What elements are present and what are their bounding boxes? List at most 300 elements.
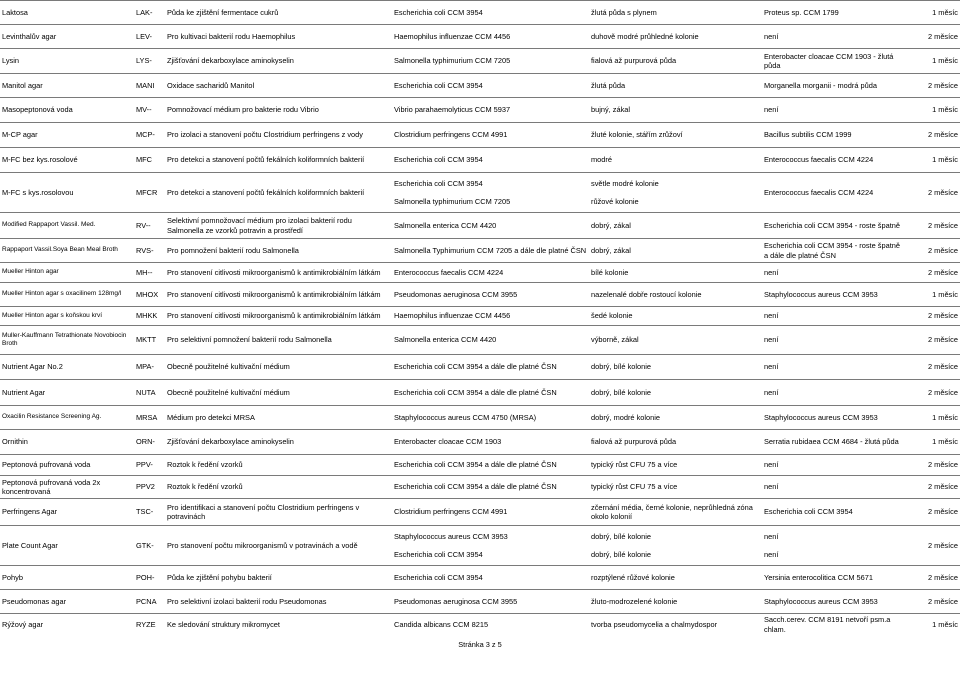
positive-result-cell: [589, 614, 762, 636]
shelf-life-cell: [902, 455, 960, 476]
positive-result-text: žluto-modrozelené kolonie: [591, 596, 678, 606]
shelf-life-cell: [902, 25, 960, 49]
table-row: [0, 148, 960, 173]
negative-control-cell: [762, 355, 902, 380]
medium-purpose-cell: [165, 148, 392, 173]
control-strain-cell: [392, 239, 589, 263]
positive-result-cell: [589, 213, 762, 239]
positive-result-cell: [589, 49, 762, 74]
negative-control-text: Serratia rubidaea CCM 4684 - žlutá půda: [764, 437, 899, 447]
medium-code-cell: [134, 98, 165, 123]
positive-result-cell: [589, 499, 762, 526]
shelf-life-text: 2 měsíce: [928, 31, 958, 41]
shelf-life-cell: [902, 74, 960, 98]
medium-purpose-cell: [165, 380, 392, 406]
shelf-life-cell: [902, 123, 960, 148]
negative-control-text: není: [764, 482, 779, 492]
positive-result-text: tvorba pseudomycelia a chalmydospor: [591, 620, 718, 629]
negative-control-text: Proteus sp. CCM 1799: [764, 7, 839, 17]
shelf-life-cell: [902, 326, 960, 355]
medium-code-cell: [134, 239, 165, 263]
negative-control-text: Yersinia enterocolitica CCM 5671: [764, 572, 874, 582]
medium-purpose-cell: [165, 406, 392, 430]
medium-name-text: Laktosa: [2, 7, 28, 17]
medium-code-cell: [134, 380, 165, 406]
control-strain-text: Escherichia coli CCM 3954: [394, 80, 483, 90]
medium-code-text: RVS-: [136, 245, 154, 255]
medium-name-text: Muller-Kauffmann Tetrathionate Novobiocin Broth: [2, 331, 127, 347]
medium-purpose-text: Půda ke zjištění fermentace cukrů: [167, 7, 279, 17]
negative-control-cell: [762, 263, 902, 283]
medium-purpose-cell: [165, 614, 392, 636]
medium-name-text: Masopeptonová voda: [2, 105, 73, 115]
shelf-life-cell: [902, 566, 960, 590]
control-strain-text: Candida albicans CCM 8215: [394, 620, 489, 629]
medium-name-cell: [0, 148, 134, 173]
medium-purpose-cell: [165, 49, 392, 74]
shelf-life-text: 2 měsíce: [928, 130, 958, 140]
control-strain-cell: [392, 499, 589, 526]
table-row: [0, 355, 960, 380]
negative-control-cell: [762, 455, 902, 476]
medium-name-text: Levinthalův agar: [2, 31, 57, 41]
negative-control-cell: [762, 49, 902, 74]
table-row: [0, 283, 960, 307]
control-strain-cell: [392, 326, 589, 355]
negative-control-cell: [762, 213, 902, 239]
control-strain-cell: [392, 74, 589, 98]
medium-name-text: Mueller Hinton agar s koňskou krví: [2, 311, 103, 319]
medium-name-text: Manitol agar: [2, 80, 43, 90]
positive-result-text: dobrý, bílé kolonie: [591, 387, 651, 397]
medium-purpose-cell: [165, 526, 392, 566]
positive-result-cell: [589, 74, 762, 98]
positive-result-cell: [589, 355, 762, 380]
medium-purpose-cell: [165, 1, 392, 25]
negative-control-text: Enterobacter cloacae CCM 1903 - žlutá půda: [764, 51, 894, 70]
shelf-life-cell: [902, 98, 960, 123]
control-strain-text: Enterococcus faecalis CCM 4224: [394, 267, 504, 277]
medium-code-text: GTK-: [136, 540, 154, 550]
positive-result-cell: [589, 566, 762, 590]
positive-result-text: světle modré kolonie: [591, 179, 659, 188]
negative-control-cell: [762, 307, 902, 326]
shelf-life-cell: [902, 213, 960, 239]
medium-name-text: M-FC bez kys.rosolové: [2, 155, 78, 165]
negative-control-cell: [762, 283, 902, 307]
medium-purpose-text: Pro selektivní izolaci bakterií rodu Pseudomonas: [167, 596, 327, 606]
medium-name-text: Perfringens Agar: [2, 507, 58, 517]
table-row: [0, 173, 960, 213]
control-strain-text: Escherichia coli CCM 3954 a dále dle platné ČSN: [394, 362, 557, 372]
medium-purpose-cell: [165, 326, 392, 355]
table-body: [0, 1, 960, 636]
positive-result-text: žluté kolonie, stářím zrůžoví: [591, 130, 683, 140]
medium-code-cell: [134, 566, 165, 590]
medium-name-cell: [0, 173, 134, 213]
medium-code-text: MFCR: [136, 187, 158, 197]
positive-result-text: žlutá půda: [591, 80, 626, 90]
shelf-life-text: 2 měsíce: [928, 80, 958, 90]
positive-result-cell: [589, 430, 762, 455]
control-strain-text: Escherichia coli CCM 3954 a dále dle platné ČSN: [394, 482, 557, 492]
table-row: [0, 49, 960, 74]
medium-code-text: TSC-: [136, 507, 154, 517]
medium-purpose-text: Pro pomnožení bakterií rodu Salmonella: [167, 245, 299, 255]
shelf-life-cell: [902, 499, 960, 526]
medium-purpose-cell: [165, 74, 392, 98]
positive-result-cell: [589, 406, 762, 430]
negative-control-text: Staphylococcus aureus CCM 3953: [764, 289, 878, 299]
medium-purpose-text: Ke sledování struktury mikromycet: [167, 620, 280, 629]
control-strain-cell: [392, 566, 589, 590]
shelf-life-text: 2 měsíce: [928, 335, 958, 345]
shelf-life-cell: [902, 380, 960, 406]
medium-purpose-text: Pro stanovení citlivosti mikroorganismů k antimikrobiálním látkám: [167, 311, 381, 321]
medium-code-cell: [134, 283, 165, 307]
table-row: [0, 406, 960, 430]
medium-code-cell: [134, 148, 165, 173]
medium-purpose-text: Obecně použitelné kultivační médium: [167, 362, 290, 372]
table-row: [0, 380, 960, 406]
shelf-life-cell: [902, 49, 960, 74]
medium-purpose-text: Roztok k ředění vzorků: [167, 482, 243, 492]
shelf-life-cell: [902, 239, 960, 263]
medium-code-text: LEV-: [136, 31, 153, 41]
shelf-life-text: 1 měsíc: [932, 620, 958, 629]
shelf-life-cell: [902, 283, 960, 307]
control-strain-text: Escherichia coli CCM 3954: [394, 572, 483, 582]
medium-purpose-cell: [165, 239, 392, 263]
shelf-life-cell: [902, 614, 960, 636]
positive-result-text: typický růst CFU 75 a více: [591, 482, 678, 492]
control-strain-text: Haemophilus influenzae CCM 4456: [394, 311, 511, 321]
positive-result-cell: [589, 25, 762, 49]
medium-code-text: LYS-: [136, 56, 152, 66]
table-row: [0, 430, 960, 455]
positive-result-cell: [589, 476, 762, 499]
control-strain-cell: [392, 49, 589, 74]
negative-control-text: není: [764, 362, 779, 372]
control-strain-cell: [392, 98, 589, 123]
medium-name-cell: [0, 49, 134, 74]
medium-code-cell: [134, 123, 165, 148]
medium-code-text: MRSA: [136, 412, 158, 422]
medium-purpose-text: Roztok k ředění vzorků: [167, 460, 243, 470]
medium-name-text: Plate Count Agar: [2, 540, 58, 550]
control-strain-cell: [392, 590, 589, 614]
positive-result-text: šedé kolonie: [591, 311, 633, 321]
medium-name-cell: [0, 98, 134, 123]
positive-result-cell: [589, 148, 762, 173]
medium-purpose-cell: [165, 98, 392, 123]
medium-code-cell: [134, 326, 165, 355]
medium-purpose-cell: [165, 455, 392, 476]
positive-result-text: růžové kolonie: [591, 196, 639, 206]
medium-name-text: Peptonová pufrovaná voda 2x koncentrovaná: [2, 477, 101, 496]
medium-code-text: RV--: [136, 220, 151, 230]
negative-control-text: Sacch.cerev. CCM 8191 netvoří psm.a chlam.: [764, 615, 891, 634]
positive-result-cell: [589, 526, 762, 566]
medium-purpose-cell: [165, 263, 392, 283]
negative-control-text: Escherichia coli CCM 3954: [764, 507, 853, 517]
shelf-life-text: 1 měsíc: [932, 437, 958, 447]
medium-purpose-text: Pro kultivaci bakterií rodu Haemophilus: [167, 31, 296, 41]
negative-control-cell: [762, 326, 902, 355]
table-row: [0, 25, 960, 49]
control-strain-text: Clostridium perfringens CCM 4991: [394, 130, 508, 140]
medium-purpose-text: Zjišťování dekarboxylace aminokyselin: [167, 437, 294, 447]
medium-code-text: MV--: [136, 105, 152, 115]
medium-code-text: MPA-: [136, 362, 154, 372]
medium-code-text: MH--: [136, 267, 153, 277]
control-strain-cell: [392, 307, 589, 326]
positive-result-cell: [589, 123, 762, 148]
medium-purpose-cell: [165, 213, 392, 239]
shelf-life-text: 1 měsíc: [932, 412, 958, 422]
control-strain-text: Salmonella typhimurium CCM 7205: [394, 56, 511, 66]
control-strain-cell: [392, 355, 589, 380]
control-strain-text: Salmonella typhimurium CCM 7205: [394, 196, 511, 206]
table-row: [0, 566, 960, 590]
negative-control-cell: [762, 430, 902, 455]
control-strain-text: Staphylococcus aureus CCM 3953: [394, 532, 508, 541]
medium-code-text: POH-: [136, 572, 155, 582]
positive-result-text: fialová až purpurová půda: [591, 437, 677, 447]
medium-code-cell: [134, 590, 165, 614]
control-strain-cell: [392, 526, 589, 566]
positive-result-text: dobrý, zákal: [591, 220, 631, 230]
shelf-life-cell: [902, 263, 960, 283]
positive-result-text: bílé kolonie: [591, 267, 629, 277]
shelf-life-cell: [902, 148, 960, 173]
positive-result-cell: [589, 590, 762, 614]
control-strain-cell: [392, 148, 589, 173]
positive-result-cell: [589, 380, 762, 406]
medium-name-text: Mueller Hinton agar: [2, 268, 59, 276]
medium-code-text: LAK-: [136, 7, 153, 17]
table-row: [0, 263, 960, 283]
shelf-life-text: 2 měsíce: [928, 507, 958, 517]
negative-control-text: není: [764, 267, 779, 277]
negative-control-cell: [762, 239, 902, 263]
medium-code-cell: [134, 455, 165, 476]
shelf-life-text: 2 měsíce: [928, 540, 958, 550]
medium-code-text: ORN-: [136, 437, 155, 447]
medium-name-cell: [0, 307, 134, 326]
table-row: [0, 213, 960, 239]
shelf-life-text: 2 měsíce: [928, 387, 958, 397]
medium-name-cell: [0, 590, 134, 614]
negative-control-text: není: [764, 549, 779, 559]
medium-code-text: MFC: [136, 155, 153, 165]
shelf-life-cell: [902, 430, 960, 455]
medium-code-cell: [134, 25, 165, 49]
medium-name-text: Mueller Hinton agar s oxacilinem 128mg/l: [2, 290, 122, 298]
control-strain-cell: [392, 123, 589, 148]
positive-result-text: dobrý, bílé kolonie: [591, 362, 651, 372]
negative-control-cell: [762, 173, 902, 213]
medium-code-cell: [134, 213, 165, 239]
negative-control-text: Enterococcus faecalis CCM 4224: [764, 187, 874, 197]
medium-purpose-text: Obecně použitelné kultivační médium: [167, 387, 290, 397]
control-strain-cell: [392, 476, 589, 499]
medium-code-cell: [134, 406, 165, 430]
medium-purpose-text: Pomnožovací médium pro bakterie rodu Vibrio: [167, 105, 319, 115]
medium-code-cell: [134, 430, 165, 455]
medium-name-cell: [0, 430, 134, 455]
medium-purpose-cell: [165, 123, 392, 148]
medium-name-cell: [0, 499, 134, 526]
shelf-life-cell: [902, 307, 960, 326]
negative-control-cell: [762, 98, 902, 123]
control-strain-cell: [392, 263, 589, 283]
medium-name-cell: [0, 326, 134, 355]
control-strain-text: Haemophilus influenzae CCM 4456: [394, 31, 511, 41]
medium-code-cell: [134, 614, 165, 636]
medium-purpose-text: Pro detekci a stanovení počtů fekálních koliformních bakterií: [167, 187, 365, 197]
control-strain-cell: [392, 1, 589, 25]
medium-name-cell: [0, 355, 134, 380]
negative-control-cell: [762, 406, 902, 430]
table-row: [0, 590, 960, 614]
table-row: [0, 326, 960, 355]
shelf-life-text: 2 měsíce: [928, 220, 958, 230]
medium-name-text: Pohyb: [2, 572, 23, 582]
negative-control-cell: [762, 566, 902, 590]
medium-code-text: PPV-: [136, 460, 153, 470]
medium-code-cell: [134, 74, 165, 98]
medium-purpose-text: Médium pro detekci MRSA: [167, 412, 255, 422]
medium-purpose-text: Pro identifikaci a stanovení počtu Clostridium perfringens v potravinách: [167, 502, 360, 521]
positive-result-text: rozptýlené růžové kolonie: [591, 572, 675, 582]
control-strain-text: Salmonella enterica CCM 4420: [394, 220, 497, 230]
control-strain-text: Escherichia coli CCM 3954: [394, 7, 483, 17]
medium-purpose-text: Pro detekci a stanovení počtů fekálních koliformních bakterií: [167, 155, 365, 165]
positive-result-cell: [589, 307, 762, 326]
medium-code-cell: [134, 499, 165, 526]
medium-purpose-text: Pro stanovení počtu mikroorganismů v potravinách a vodě: [167, 540, 358, 550]
positive-result-text: duhově modré průhledné kolonie: [591, 31, 699, 41]
negative-control-text: Enterococcus faecalis CCM 4224: [764, 155, 874, 165]
medium-purpose-text: Selektivní pomnožovací médium pro izolaci bakterií rodu Salmonella ze vzorků potravin a prostředí: [167, 216, 352, 235]
medium-code-cell: [134, 476, 165, 499]
medium-purpose-text: Pro stanovení citlivosti mikroorganismů k antimikrobiálním látkám: [167, 289, 381, 299]
positive-result-text: bujný, zákal: [591, 105, 631, 115]
negative-control-text: Escherichia coli CCM 3954 - roste špatně a dále dle platné ČSN: [764, 241, 900, 260]
table-row: [0, 98, 960, 123]
medium-code-text: MCP-: [136, 130, 155, 140]
medium-name-cell: [0, 526, 134, 566]
medium-name-cell: [0, 213, 134, 239]
medium-name-text: Pseudomonas agar: [2, 596, 67, 606]
control-strain-text: Escherichia coli CCM 3954 a dále dle platné ČSN: [394, 460, 557, 470]
positive-result-text: žlutá půda s plynem: [591, 7, 657, 17]
negative-control-text: není: [764, 460, 779, 470]
medium-name-cell: [0, 123, 134, 148]
medium-name-text: Peptonová pufrovaná voda: [2, 460, 91, 470]
page-footer: Stránka 3 z 5: [458, 640, 502, 649]
medium-name-cell: [0, 74, 134, 98]
table-row: [0, 74, 960, 98]
medium-name-cell: [0, 380, 134, 406]
shelf-life-text: 2 měsíce: [928, 362, 958, 372]
control-strain-text: Escherichia coli CCM 3954 a dále dle platné ČSN: [394, 387, 557, 397]
control-strain-cell: [392, 213, 589, 239]
shelf-life-text: 2 měsíce: [928, 267, 958, 277]
medium-purpose-cell: [165, 25, 392, 49]
medium-purpose-cell: [165, 283, 392, 307]
positive-result-text: dobrý, bílé kolonie: [591, 532, 651, 541]
medium-name-cell: [0, 566, 134, 590]
negative-control-cell: [762, 25, 902, 49]
medium-name-cell: [0, 263, 134, 283]
medium-name-text: Nutrient Agar: [2, 387, 46, 397]
medium-code-text: MHKK: [136, 311, 158, 321]
shelf-life-cell: [902, 1, 960, 25]
positive-result-text: dobrý, modré kolonie: [591, 412, 661, 422]
control-strain-text: Staphylococcus aureus CCM 4750 (MRSA): [394, 412, 537, 422]
positive-result-text: typický růst CFU 75 a více: [591, 460, 678, 470]
shelf-life-cell: [902, 526, 960, 566]
negative-control-text: Staphylococcus aureus CCM 3953: [764, 596, 878, 606]
table-row: [0, 526, 960, 566]
medium-purpose-text: Půda ke zjištění pohybu bakterií: [167, 572, 272, 582]
negative-control-cell: [762, 123, 902, 148]
shelf-life-text: 2 měsíce: [928, 460, 958, 470]
medium-name-text: M-FC s kys.rosolovou: [2, 187, 74, 197]
medium-code-cell: [134, 263, 165, 283]
shelf-life-text: 1 měsíc: [932, 105, 958, 115]
negative-control-text: není: [764, 105, 779, 115]
medium-code-cell: [134, 355, 165, 380]
negative-control-cell: [762, 380, 902, 406]
negative-control-cell: [762, 499, 902, 526]
control-strain-cell: [392, 380, 589, 406]
positive-result-cell: [589, 173, 762, 213]
negative-control-cell: [762, 614, 902, 636]
positive-result-cell: [589, 283, 762, 307]
medium-code-text: PCNA: [136, 596, 157, 606]
medium-purpose-cell: [165, 430, 392, 455]
negative-control-text: není: [764, 387, 779, 397]
medium-name-text: Modified Rappaport Vassil. Med.: [2, 221, 96, 229]
shelf-life-text: 2 měsíce: [928, 187, 958, 197]
positive-result-text: výborně, zákal: [591, 335, 639, 345]
medium-code-text: MKTT: [136, 335, 157, 345]
table-row: [0, 1, 960, 25]
positive-result-cell: [589, 239, 762, 263]
medium-purpose-text: Pro stanovení citlivosti mikroorganismů k antimikrobiálním látkám: [167, 267, 381, 277]
positive-result-cell: [589, 98, 762, 123]
positive-result-cell: [589, 326, 762, 355]
medium-purpose-cell: [165, 355, 392, 380]
negative-control-text: není: [764, 335, 779, 345]
medium-code-text: MANI: [136, 80, 155, 90]
table-row: [0, 123, 960, 148]
shelf-life-text: 2 měsíce: [928, 596, 958, 606]
medium-purpose-text: Oxidace sacharidů Manitol: [167, 80, 255, 90]
table-row: [0, 239, 960, 263]
control-strain-text: Vibrio parahaemolyticus CCM 5937: [394, 105, 511, 115]
positive-result-text: dobrý, bílé kolonie: [591, 549, 651, 559]
shelf-life-text: 2 měsíce: [928, 245, 958, 255]
shelf-life-cell: [902, 355, 960, 380]
negative-control-text: Morganella morganii - modrá půda: [764, 80, 877, 90]
control-strain-cell: [392, 283, 589, 307]
medium-name-text: Oxacilin Resistance Screening Ag.: [2, 413, 102, 421]
negative-control-text: Escherichia coli CCM 3954 - roste špatně: [764, 220, 900, 230]
